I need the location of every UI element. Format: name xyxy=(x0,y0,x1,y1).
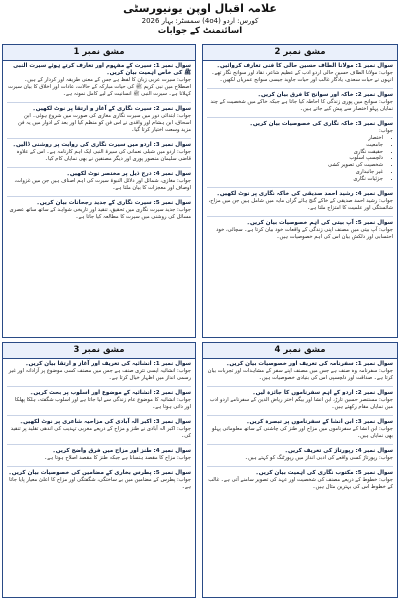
question-text: سوال نمبر 1: انشائیہ کی تعریف اور آغاز و ارتقا بیان کریں۔ xyxy=(25,361,191,367)
question-text: سوال نمبر 1: سفرنامہ کی تعریف اور خصوصیات بیان کریں۔ xyxy=(226,361,393,367)
question-text: سوال نمبر 2: انشائیہ کے موضوع اور اسلوب پر بحث کریں۔ xyxy=(30,390,191,396)
question-list xyxy=(203,359,397,491)
divider xyxy=(7,196,191,197)
question-text: سوال نمبر 3: اکبر الہ آبادی کی مزاحیہ شاعری پر نوٹ لکھیں۔ xyxy=(19,419,191,425)
list-item: • شخصیت کی تصویر کشی xyxy=(207,162,383,169)
divider xyxy=(207,187,393,188)
question-text: سوال نمبر 4: طنز اور مزاح میں فرق واضح کریں۔ xyxy=(52,448,191,454)
answer-text: جواب: اردو میں شبلی نعمانی کی سیرۃ النبی ایک اہم کارنامہ ہے۔ اس کے علاوہ قاضی سلیمان منصور پوری اور دیگر مصنفین نے بھی نمایاں کام کیا۔ xyxy=(16,149,191,162)
divider xyxy=(207,88,393,89)
question-list xyxy=(3,359,195,491)
question-text: سوال نمبر 4: رشید احمد صدیقی کی خاکہ نگاری پر نوٹ لکھیں۔ xyxy=(216,190,393,197)
panel-title: مشق نمبر 3 xyxy=(3,343,195,359)
divider xyxy=(7,138,191,139)
divider xyxy=(207,466,393,467)
question-text: سوال نمبر 1: سیرت کے مفہوم اور تعارف کرتے ہوئے سیرت النبی ﷺ کی خاص اہمیت بیان کریں۔ xyxy=(13,63,191,76)
answer-text: جواب: سیرت عربی زبان کا لفظ ہے جس کے معنی طریقہ اور کردار کے ہیں۔ اصطلاح میں نبی کریم ﷺ کی حیات مبارکہ کے حالات، عادات اور اخلاق کا بیان سیرت کہلاتا ہے۔ سیرت النبی ﷺ انسانیت کے لیے کامل نمونہ ہے۔ xyxy=(8,77,191,97)
question-item xyxy=(7,142,191,163)
divider xyxy=(207,415,393,416)
answer-text xyxy=(207,128,393,183)
question-item xyxy=(207,390,393,411)
divider xyxy=(7,466,191,467)
question-text: سوال نمبر 5: پطرس بخاری کے مضامین کی خصوصیات بیان کریں۔ xyxy=(8,470,191,476)
answer-text: جواب: جدید سیرت نگاری میں تحقیق، تنقید اور تاریخی شواہد کے ساتھ ساتھ عصری مسائل کی روشنی میں سیرت کا مطالعہ کیا جاتا ہے۔ xyxy=(9,207,191,220)
question-item xyxy=(7,361,191,382)
list-item: • حقیقت نگاری xyxy=(207,149,383,156)
question-text: سوال نمبر 3: خاکہ نگاری کی خصوصیات بیان کریں۔ xyxy=(249,121,393,127)
answer-text: جواب: انشائیہ کا موضوع عام زندگی سے لیا جاتا ہے اور اسلوب شگفتہ، ہلکا پھلکا اور ذاتی ہوتا ہے۔ xyxy=(14,397,191,410)
assignment-subtitle: اسائنمنٹ کے جوابات xyxy=(157,26,243,36)
question-item xyxy=(7,63,191,98)
list-item: • جامعیت xyxy=(207,142,383,149)
question-text: سوال نمبر 5: آپ بیتی کی اہم خصوصیات بیان کریں۔ xyxy=(246,219,393,226)
question-text: سوال نمبر 2: اردو کے اہم سفرناموں کا جائزہ لیں۔ xyxy=(252,390,393,396)
divider xyxy=(7,102,191,103)
divider xyxy=(7,444,191,445)
answer-text: جواب: مغازی، شمائل اور دلائل النبوۃ سیرت کی اہم اصناف ہیں جن میں غزوات، اوصاف اور معجزات کا بیان ملتا ہے۔ xyxy=(14,178,191,191)
question-text: سوال نمبر 3: اردو میں سیرت نگاری کی روایت پر روشنی ڈالیں۔ xyxy=(12,142,191,148)
university-title: علامہ اقبال اوپن یونیورسٹی xyxy=(123,2,277,15)
divider xyxy=(7,167,191,168)
answer-prefix: جواب: xyxy=(379,128,393,134)
question-item xyxy=(7,448,191,462)
answer-text: جواب: ابتدائی دور میں سیرت نگاری مغازی کی صورت میں شروع ہوئی۔ ابن اسحاق، ابن ہشام اور واقدی نے اس فن کو منظم کیا اور بعد کے ادوار میں یہ فن مزید وسعت اختیار کرتا گیا۔ xyxy=(18,113,191,133)
answer-text: جواب: سفرنامہ وہ صنف ہے جس میں مصنف اپنے سفر کے مشاہدات اور تجربات بیان کرتا ہے۔ صداقت اور دلچسپی اس کی بنیادی خصوصیات ہیں۔ xyxy=(207,368,393,381)
answer-text: جواب: اکبر الہ آبادی نے طنز و مزاح کے ذریعے مغربی تہذیب کی اندھی تقلید پر تنقید کی۔ xyxy=(10,426,191,439)
question-list xyxy=(3,61,195,221)
list-item: • دلچسپ اسلوب xyxy=(207,155,383,162)
question-item xyxy=(7,390,191,411)
answer-text: جواب: رپورتاژ کسی واقعے کی ادبی انداز میں رپورٹنگ کو کہتے ہیں۔ xyxy=(245,455,393,461)
panel-3 xyxy=(2,342,196,598)
panel-2 xyxy=(202,44,398,338)
features-list xyxy=(207,135,393,183)
question-text: سوال نمبر 2: خاکہ اور سوانح کا فرق بیان کریں۔ xyxy=(257,92,393,98)
course-meta: کورس: اردو (4o4) سمسٹر: بہار 2026 xyxy=(141,17,259,25)
question-text: سوال نمبر 4: درج ذیل پر مختصر نوٹ لکھیں۔ xyxy=(66,171,191,177)
answer-text: جواب: مستنصر حسین تارڑ، ابن انشا اور بیگم اختر ریاض الدین کے سفرنامے اردو ادب میں نمایاں مقام رکھتے ہیں۔ xyxy=(209,397,393,410)
panel-title: مشق نمبر 4 xyxy=(203,343,397,359)
answer-text: جواب: مزاح کا مقصد ہنسانا ہے جبکہ طنز کا مقصد اصلاح ہوتا ہے۔ xyxy=(44,455,191,461)
answer-text: جواب: انشائیہ ایسی نثری صنف ہے جس میں مصنف کسی موضوع پر آزادانہ اور غیر رسمی انداز میں اظہار خیال کرتا ہے۔ xyxy=(8,368,191,381)
question-item xyxy=(207,92,393,113)
question-item xyxy=(207,470,393,491)
divider xyxy=(207,216,393,217)
answer-text: جواب: پطرس کے مضامین میں بے ساختگی، شگفتگی اور مزاح کا اعلیٰ معیار پایا جاتا ہے۔ xyxy=(9,477,191,490)
panel-4 xyxy=(202,342,398,598)
question-item xyxy=(7,419,191,440)
question-item xyxy=(207,220,393,241)
answer-text: جواب: خطوط کے ذریعے مصنف کی شخصیت اور عہد کی تصویر سامنے آتی ہے۔ غالب کے خطوط اس کی بہترین مثال ہیں۔ xyxy=(208,477,393,490)
panel-title: مشق نمبر 2 xyxy=(203,45,397,61)
list-item: • اختصار xyxy=(207,135,383,142)
answer-text: جواب: آپ بیتی میں مصنف اپنی زندگی کے واقعات خود بیان کرتا ہے۔ سچائی، خود احتسابی اور دلکش بیان اس کی اہم خصوصیات ہیں۔ xyxy=(216,226,393,240)
question-item xyxy=(207,419,393,440)
list-item: • جزئیات نگاری xyxy=(207,176,383,183)
question-item xyxy=(7,171,191,192)
question-text: سوال نمبر 3: ابن انشا کے سفرناموں پر تبصرہ کریں۔ xyxy=(246,419,393,425)
divider xyxy=(207,117,393,118)
answer-text: جواب: رشید احمد صدیقی کے خاکے گنج ہائے گراں مایہ میں شامل ہیں جن میں مزاح، شائستگی اور علمیت کا امتزاج ملتا ہے۔ xyxy=(208,197,393,211)
question-list xyxy=(203,61,397,241)
question-text: سوال نمبر 4: رپورتاژ کی تعریف کریں۔ xyxy=(284,448,393,454)
divider xyxy=(207,444,393,445)
question-item xyxy=(7,200,191,221)
answer-text: جواب: ابن انشا کے سفرناموں میں مزاح اور طنز کی چاشنی کے ساتھ معلوماتی پہلو بھی نمایاں ہیں۔ xyxy=(212,426,393,439)
question-text: سوال نمبر 1: مولانا الطاف حسین حالی کا فنی تعارف کروائیں۔ xyxy=(216,63,393,69)
question-item xyxy=(207,361,393,382)
panel-1 xyxy=(2,44,196,338)
list-item: • غیر جانبداری xyxy=(207,169,383,176)
question-item xyxy=(207,121,393,183)
panels-grid xyxy=(2,44,398,598)
divider xyxy=(7,415,191,416)
question-item xyxy=(207,448,393,462)
question-item xyxy=(7,106,191,134)
question-item xyxy=(207,63,393,84)
header xyxy=(0,0,400,40)
answer-text: جواب: سوانح میں پوری زندگی کا احاطہ کیا جاتا ہے جبکہ خاکے میں شخصیت کے چند نمایاں پہلو اختصار سے پیش کیے جاتے ہیں۔ xyxy=(210,99,393,112)
question-text: سوال نمبر 5: سیرت نگاری کے جدید رجحانات بیان کریں۔ xyxy=(36,200,191,206)
question-text: سوال نمبر 5: مکتوب نگاری کی اہمیت بیان کریں۔ xyxy=(255,470,393,476)
answer-text: جواب: مولانا الطاف حسین حالی اردو ادب کے عظیم شاعر، نقاد اور سوانح نگار تھے۔ انہوں نے حیات سعدی، یادگار غالب اور حیات جاوید جیسی سوانح عمریاں لکھیں۔ xyxy=(211,70,393,83)
divider xyxy=(7,386,191,387)
question-item xyxy=(7,470,191,491)
divider xyxy=(207,386,393,387)
panel-title: مشق نمبر 1 xyxy=(3,45,195,61)
question-item xyxy=(207,191,393,212)
question-text: سوال نمبر 2: سیرت نگاری کے آغاز و ارتقا پر نوٹ لکھیں۔ xyxy=(32,106,191,112)
